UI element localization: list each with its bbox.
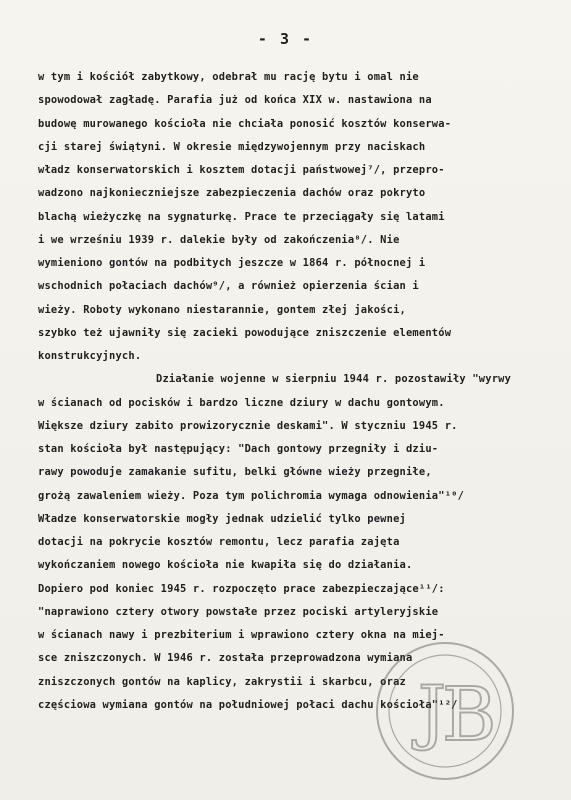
text-line: konstrukcyjnych. xyxy=(38,350,142,362)
text-line: w ścianach od pocisków i bardzo liczne dziury w dachu gontowym. xyxy=(38,396,445,409)
text-line: i we wrześniu 1939 r. dalekie były od zakończenia⁸/. Nie xyxy=(38,233,400,246)
text-line: wymieniono gontów na podbitych jeszcze w 1864 r. północnej i xyxy=(38,257,426,269)
text-line: zniszczonych gontów na kaplicy, zakrystii i skarbcu, oraz xyxy=(38,675,406,688)
svg-text:J: J xyxy=(418,671,447,753)
svg-text:B: B xyxy=(442,672,497,758)
text-line: wykończaniem nowego kościoła nie kwapiła się do działania. xyxy=(38,559,413,572)
text-line: częściowa wymiana gontów na południowej połaci dachu kościoła"¹²/ xyxy=(38,698,458,711)
text-line: Władze konserwatorskie mogły jednak udzielić tylko pewnej xyxy=(38,512,406,525)
text-line: w ścianach nawy i prezbiterium i wprawiono cztery okna na miej- xyxy=(38,629,445,641)
text-line: blachą wieżyczkę na sygnaturkę. Prace te przeciągały się latami xyxy=(38,210,445,223)
text-line: wadzono najkonieczniejsze zabezpieczenia dachów oraz pokryto xyxy=(38,187,426,200)
text-line: stan kościoła był następujący: "Dach gontowy przegniły i dziu- xyxy=(38,443,439,455)
text-line: spowodował zagładę. Parafia już od końca XIX w. nastawiona na xyxy=(38,94,432,107)
text-line: szybko też ujawniły się zacieki powodujące zniszczenie elementów xyxy=(38,326,452,339)
text-line: w tym i kościół zabytkowy, odebrał mu rację bytu i omal nie xyxy=(38,71,419,83)
text-line: grożą zawaleniem wieży. Poza tym polichromia wymaga odnowienia"¹⁰/ xyxy=(38,489,465,502)
archive-stamp-icon xyxy=(370,636,520,786)
text-line: wieży. Roboty wykonano niestarannie, gontem złej jakości, xyxy=(38,303,406,316)
text-line: Działanie wojenne w sierpniu 1944 r. pozostawiły "wyrwy xyxy=(156,373,512,386)
text-line: wschodnich połaciach dachów⁹/, a również opierzenia ścian i xyxy=(38,280,419,293)
text-line: "naprawiono cztery otwory powstałe przez pociski artyleryjskie xyxy=(38,605,439,618)
text-line: sce zniszczonych. W 1946 r. została przeprowadzona wymiana xyxy=(38,652,413,665)
text-line: cji starej świątyni. W okresie międzywojennym przy naciskach xyxy=(38,140,426,153)
text-line: władz konserwatorskich i kosztem dotacji państwowej⁷/, przepro- xyxy=(38,164,445,176)
text-line: Dopiero pod koniec 1945 r. rozpoczęto prace zabezpieczające¹¹/: xyxy=(38,582,445,595)
text-line: Większe dziury zabito prowizorycznie deskami". W styczniu 1945 r. xyxy=(38,419,458,432)
text-line: budowę murowanego kościoła nie chciała ponosić kosztów konserwa- xyxy=(38,117,452,130)
archive-stamp-watermark xyxy=(370,636,520,786)
typed-text-block xyxy=(38,66,563,717)
text-line: rawy powoduje zamakanie sufitu, belki główne wieży przegniłe, xyxy=(38,466,432,479)
page-number: - 3 - xyxy=(257,30,314,48)
text-line: dotacji na pokrycie kosztów remontu, lecz parafia zajęta xyxy=(38,536,400,548)
